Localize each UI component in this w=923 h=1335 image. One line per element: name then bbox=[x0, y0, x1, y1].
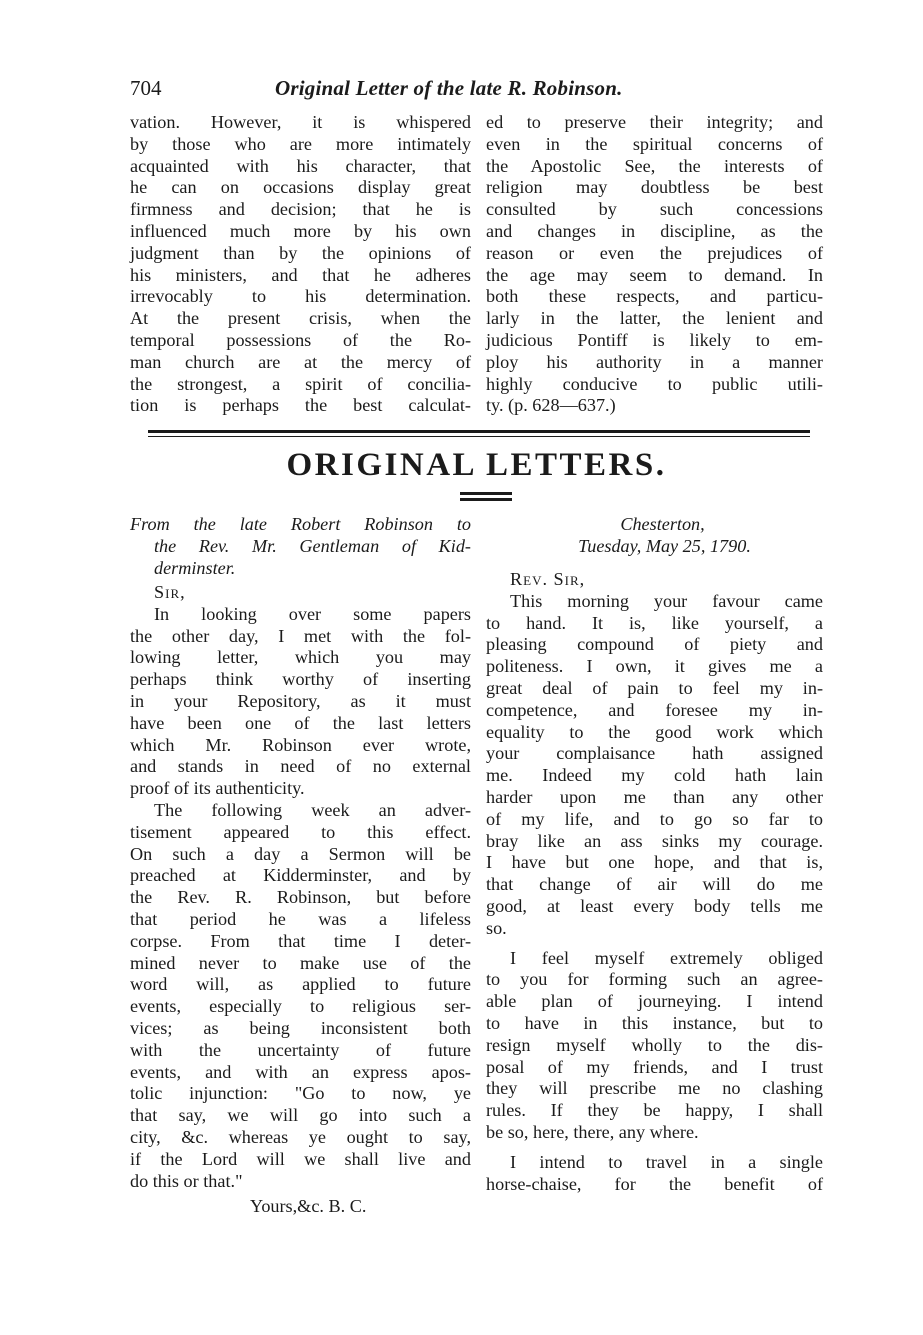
text-line: At the present crisis, when the bbox=[130, 308, 471, 329]
letter-signoff: Yours,&c. B. C. bbox=[250, 1196, 367, 1217]
text-line: judicious Pontiff is likely to em- bbox=[486, 329, 823, 350]
text-line: pleasing compound of piety and bbox=[486, 634, 823, 655]
text-line: The following week an adver- bbox=[154, 799, 471, 820]
text-line: I have but one hope, and that is, bbox=[486, 852, 823, 873]
text-line: the Apostolic See, the interests of bbox=[486, 155, 823, 176]
text-line: me. Indeed my cold hath lain bbox=[486, 765, 823, 786]
page-number: 704 bbox=[130, 76, 162, 100]
text-line: events, and with an express apos- bbox=[130, 1061, 471, 1082]
section-rule-thin bbox=[148, 436, 810, 437]
text-line: able plan of journeying. I intend bbox=[486, 991, 823, 1012]
text-line: the other day, I met with the fol- bbox=[130, 625, 471, 646]
text-line: ty. (p. 628—637.) bbox=[486, 395, 616, 416]
text-line: to have in this instance, but to bbox=[486, 1012, 823, 1033]
text-line: tion is perhaps the best calculat- bbox=[130, 395, 471, 416]
text-line: vation. However, it is whispered bbox=[130, 112, 471, 132]
left-letter-body bbox=[130, 582, 471, 1218]
text-line: resign myself wholly to the dis- bbox=[486, 1034, 823, 1055]
text-line: I intend to travel in a single bbox=[510, 1151, 823, 1172]
title-ornament-bar bbox=[460, 492, 512, 495]
text-line: of my life, and to go so far to bbox=[486, 808, 823, 829]
text-line: ed to preserve their integrity; and bbox=[486, 112, 823, 132]
text-line: so. bbox=[486, 917, 507, 938]
text-line: bray like an ass sinks my courage. bbox=[486, 830, 823, 851]
text-line: in your Repository, as it must bbox=[130, 690, 471, 711]
text-line: politeness. I own, it gives me a bbox=[486, 656, 823, 677]
text-line: lowing letter, which you may bbox=[130, 647, 471, 668]
text-line: judgment than by the opinions of bbox=[130, 242, 471, 263]
text-line: man church are at the mercy of bbox=[130, 351, 471, 372]
dateline-date: Tuesday, May 25, 1790. bbox=[578, 536, 751, 556]
letter-heading bbox=[130, 513, 471, 579]
text-line: religion may doubtless be best bbox=[486, 177, 823, 198]
text-line: by those who are more intimately bbox=[130, 133, 471, 154]
letter-heading-line: From the late Robert Robinson to bbox=[130, 514, 471, 534]
text-line: tisement appeared to this effect. bbox=[130, 821, 471, 842]
text-line: I feel myself extremely obliged bbox=[510, 947, 823, 968]
text-line: highly conducive to public utili- bbox=[486, 373, 823, 394]
text-line: horse-chaise, for the benefit of bbox=[486, 1173, 823, 1194]
top-left-column bbox=[130, 112, 471, 417]
text-line: temporal possessions of the Ro- bbox=[130, 329, 471, 350]
salutation: Sir, bbox=[154, 582, 186, 602]
text-line: and changes in discipline, as the bbox=[486, 220, 823, 241]
text-line: preached at Kidderminster, and by bbox=[130, 865, 471, 886]
text-line: with the uncertainty of future bbox=[130, 1039, 471, 1060]
text-line: that change of air will do me bbox=[486, 874, 823, 895]
top-right-column bbox=[486, 112, 823, 417]
text-line: events, especially to religious ser- bbox=[130, 996, 471, 1017]
text-line: tolic injunction: "Go to now, ye bbox=[130, 1083, 471, 1104]
text-line: to you for forming such an agree- bbox=[486, 969, 823, 990]
section-title: ORIGINAL LETTERS. bbox=[286, 447, 667, 483]
text-line: the strongest, a spirit of concilia- bbox=[130, 373, 471, 394]
text-line: they will prescribe me no clashing bbox=[486, 1078, 823, 1099]
text-line: reason or even the prejudices of bbox=[486, 242, 823, 263]
text-line: ploy his authority in a manner bbox=[486, 351, 823, 372]
text-line: even in the spiritual concerns of bbox=[486, 133, 823, 154]
text-line: to hand. It is, like yourself, a bbox=[486, 612, 823, 633]
text-line: he can on occasions display great bbox=[130, 177, 471, 198]
text-line: vices; as being inconsistent both bbox=[130, 1017, 471, 1038]
letter-heading-line: derminster. bbox=[154, 558, 236, 578]
running-title: Original Letter of the late R. Robinson. bbox=[275, 76, 623, 100]
letter-dateline bbox=[486, 513, 823, 557]
text-line: posal of my friends, and I trust bbox=[486, 1056, 823, 1077]
text-line: the Rev. R. Robinson, but before bbox=[130, 887, 471, 908]
text-line: This morning your favour came bbox=[510, 590, 823, 611]
right-letter-body bbox=[486, 569, 823, 1195]
text-line: the age may seem to demand. In bbox=[486, 264, 823, 285]
paragraph-gap bbox=[486, 940, 823, 948]
text-line: acquainted with his character, that bbox=[130, 155, 471, 176]
text-line: be so, here, there, any where. bbox=[486, 1121, 699, 1142]
text-line: mined never to make use of the bbox=[130, 952, 471, 973]
text-line: rules. If they be happy, I shall bbox=[486, 1100, 823, 1121]
text-line: consulted by such concessions bbox=[486, 199, 823, 220]
text-line: city, &c. whereas ye ought to say, bbox=[130, 1126, 471, 1147]
text-line: if the Lord will we shall live and bbox=[130, 1148, 471, 1169]
paragraph-gap bbox=[486, 1144, 823, 1152]
text-line: proof of its authenticity. bbox=[130, 778, 305, 799]
text-line: word will, as applied to future bbox=[130, 974, 471, 995]
text-line: great deal of pain to feel my in- bbox=[486, 677, 823, 698]
text-line: good, at least every body tells me bbox=[486, 895, 823, 916]
text-line: In looking over some papers bbox=[154, 603, 471, 624]
text-line: and stands in need of no external bbox=[130, 756, 471, 777]
text-line: do this or that." bbox=[130, 1170, 243, 1191]
text-line: that period he was a lifeless bbox=[130, 908, 471, 929]
text-line: competence, and foresee my in- bbox=[486, 699, 823, 720]
text-line: your complaisance hath assigned bbox=[486, 743, 823, 764]
text-line: have been one of the last letters bbox=[130, 712, 471, 733]
text-line: irrevocably to his determination. bbox=[130, 286, 471, 307]
section-rule-thick bbox=[148, 430, 810, 433]
text-line: equality to the good work which bbox=[486, 721, 823, 742]
salutation: Rev. Sir, bbox=[510, 569, 586, 589]
text-line: influenced much more by his own bbox=[130, 220, 471, 241]
text-line: perhaps think worthy of inserting bbox=[130, 669, 471, 690]
text-line: On such a day a Sermon will be bbox=[130, 843, 471, 864]
dateline-place: Chesterton, bbox=[620, 514, 705, 534]
text-line: which Mr. Robinson ever wrote, bbox=[130, 734, 471, 755]
text-line: corpse. From that time I deter- bbox=[130, 930, 471, 951]
title-ornament-bar bbox=[460, 498, 512, 501]
text-line: larly in the latter, the lenient and bbox=[486, 308, 823, 329]
letter-heading-line: the Rev. Mr. Gentleman of Kid- bbox=[154, 536, 471, 556]
page-header bbox=[130, 76, 823, 106]
text-line: that say, we will go into such a bbox=[130, 1105, 471, 1126]
text-line: his ministers, and that he adheres bbox=[130, 264, 471, 285]
text-line: firmness and decision; that he is bbox=[130, 199, 471, 220]
text-line: harder upon me than any other bbox=[486, 786, 823, 807]
text-line: both these respects, and particu- bbox=[486, 286, 823, 307]
